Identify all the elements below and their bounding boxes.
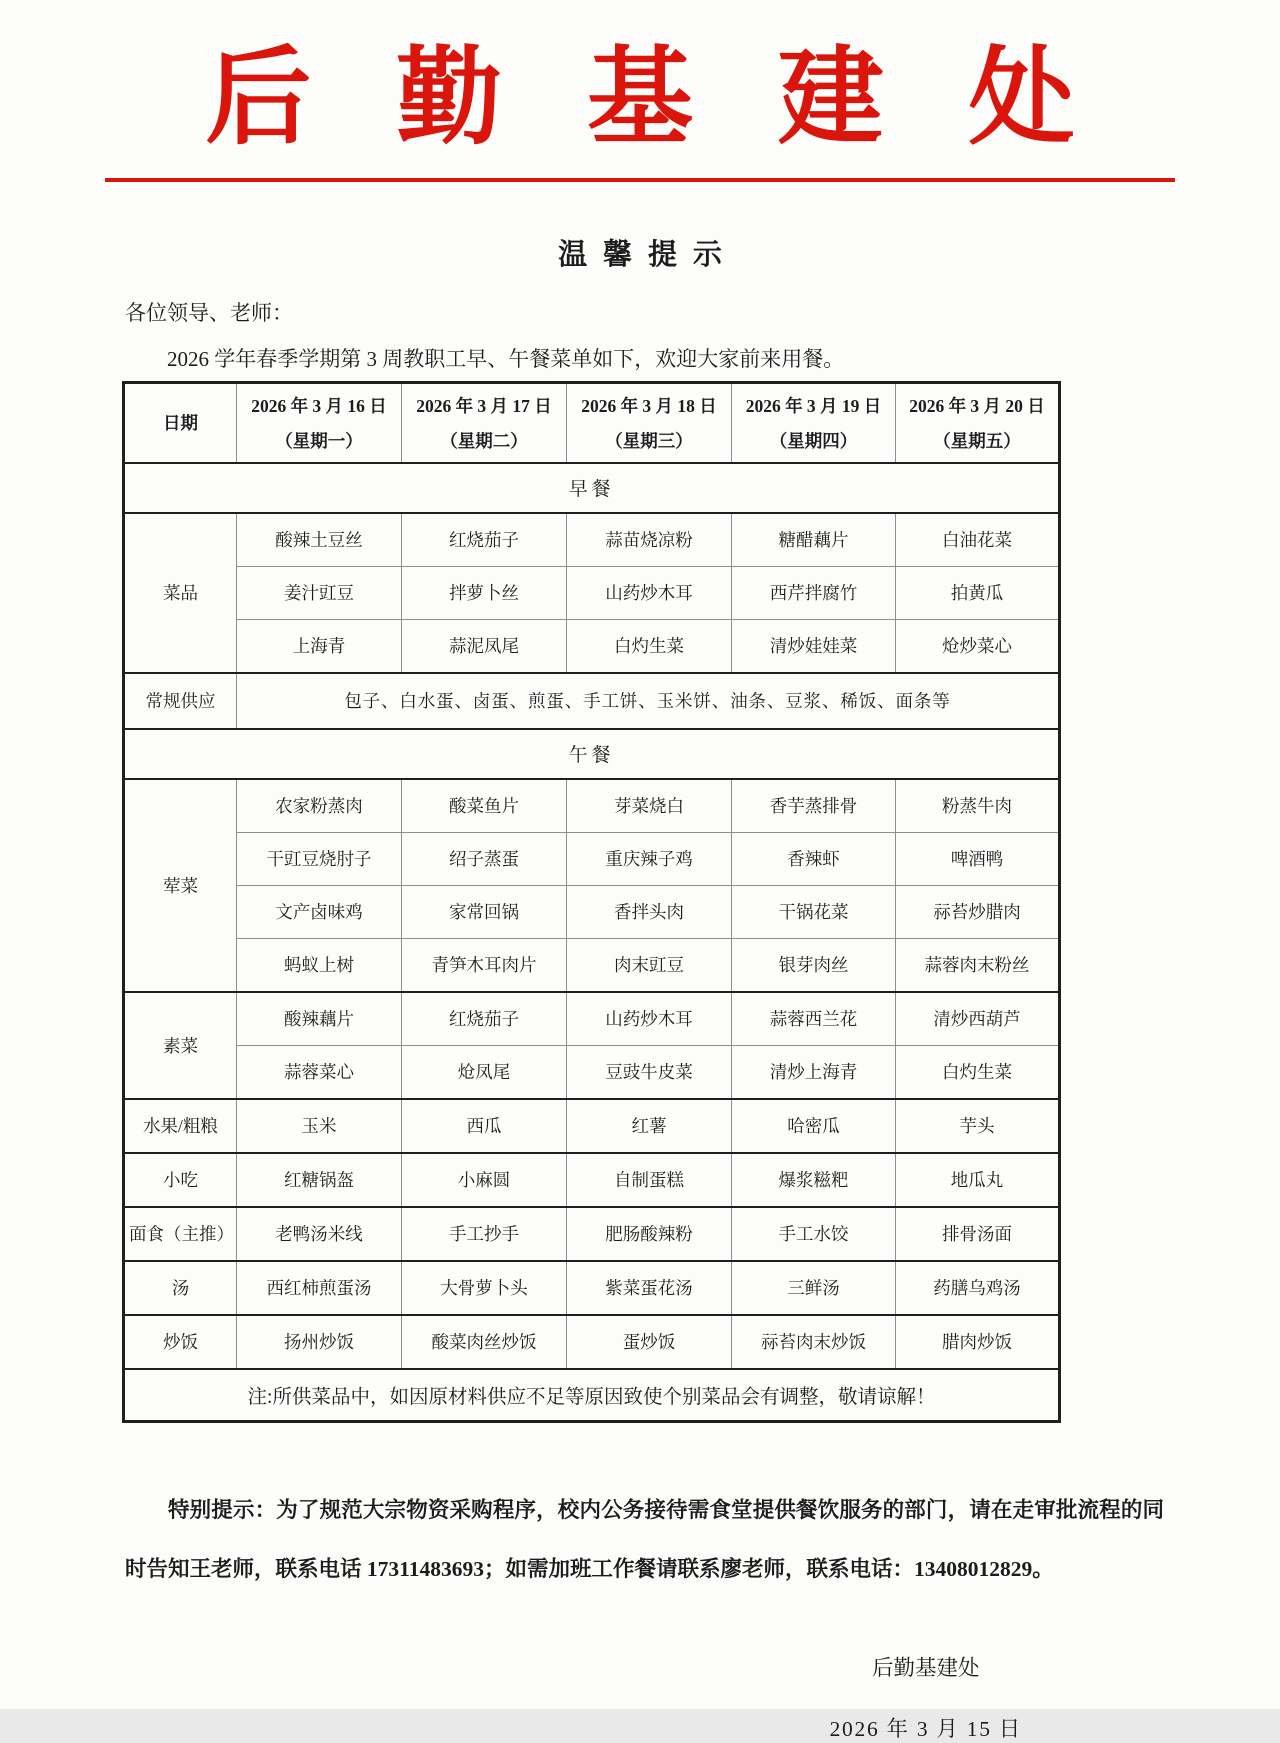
- lunch-row: [124, 885, 1060, 938]
- date-header-cell-3: [567, 382, 732, 463]
- weekday-text: （星期二）: [440, 430, 528, 451]
- dish-cell: 青笋木耳肉片: [402, 938, 567, 992]
- dish-cell: 祘苔肉末炒饭: [732, 1315, 896, 1369]
- dish-cell: 腊肉炒饭: [896, 1315, 1060, 1369]
- category-label: 常规供应: [124, 673, 237, 729]
- dish-cell: 大骨萝卜头: [402, 1261, 567, 1315]
- dish-cell: 农家粉蒸肉: [237, 779, 402, 833]
- dish-cell: 炝凤尾: [402, 1045, 567, 1099]
- dish-cell: 炝炒菜心: [896, 619, 1060, 673]
- dish-cell: 香芋蒸排骨: [732, 779, 896, 833]
- regular-supply-row: [124, 673, 1060, 729]
- dish-cell: 豆豉牛皮菜: [567, 1045, 732, 1099]
- header-divider: [105, 178, 1175, 182]
- department-title: 后勤基建处: [205, 40, 1160, 157]
- dish-cell: 白油花菜: [896, 513, 1060, 567]
- date-text: 2026 年 3 月 17 日: [416, 395, 552, 416]
- date-header-cell-5: [896, 382, 1060, 463]
- breakfast-section-row: [124, 463, 1060, 513]
- dish-cell: 白灼生菜: [567, 619, 732, 673]
- lunch-row: [124, 1099, 1060, 1153]
- note-row: [124, 1369, 1060, 1422]
- section-label: 早餐: [124, 463, 1060, 513]
- dish-cell: 紫菜蛋花汤: [567, 1261, 732, 1315]
- dish-cell: 蒜蓉菜心: [237, 1045, 402, 1099]
- dish-cell: 重庆辣子鸡: [567, 832, 732, 885]
- dish-cell: 哈密瓜: [732, 1099, 896, 1153]
- menu-table: [122, 381, 1061, 1423]
- breakfast-row: [124, 513, 1060, 567]
- dish-cell: 芋头: [896, 1099, 1060, 1153]
- date-header-cell-1: [237, 382, 402, 463]
- dish-cell: 祘苔炒腊肉: [896, 885, 1060, 938]
- dish-cell: 红薯: [567, 1099, 732, 1153]
- note-text: 注:所供菜品中，如因原材料供应不足等原因致使个别菜品会有调整，敬请谅解！: [124, 1369, 1060, 1422]
- dish-cell: 文产卤味鸡: [237, 885, 402, 938]
- dish-cell: 红糖锅盔: [237, 1153, 402, 1207]
- lunch-row: [124, 1261, 1060, 1315]
- dish-cell: 酸菜肉丝炒饭: [402, 1315, 567, 1369]
- dish-cell: 手工抄手: [402, 1207, 567, 1261]
- dish-cell: 酸辣土豆丝: [237, 513, 402, 567]
- dish-cell: 蒜蓉西兰花: [732, 992, 896, 1046]
- dish-cell: 爆浆糍粑: [732, 1153, 896, 1207]
- weekday-text: （星期一）: [275, 430, 363, 451]
- special-tip-text: 特别提示：为了规范大宗物资采购程序，校内公务接待需食堂提供餐饮服务的部门，请在走审批流程的同时告知王老师，联系电话 17311483693；如需加班工作餐请联系廖老师，联系电话：13408012829。: [125, 1497, 1164, 1581]
- date-text: 2026 年 3 月 19 日: [745, 395, 882, 416]
- date-header-cell-2: [402, 382, 567, 463]
- dish-cell: 山药炒木耳: [567, 566, 732, 619]
- dish-cell: 小麻圆: [402, 1153, 567, 1207]
- dish-cell: 老鸭汤米线: [237, 1207, 402, 1261]
- dish-cell: 排骨汤面: [896, 1207, 1060, 1261]
- dish-cell: 酸菜鱼片: [402, 779, 567, 833]
- dish-cell: 家常回锅: [402, 885, 567, 938]
- category-label: 小吃: [124, 1153, 237, 1207]
- weekday-text: （星期五）: [933, 430, 1021, 451]
- dish-cell: 西瓜: [402, 1099, 567, 1153]
- dish-cell: 香辣虾: [732, 832, 896, 885]
- dish-cell: 自制蛋糕: [567, 1153, 732, 1207]
- dish-cell: 蒜苗烧凉粉: [567, 513, 732, 567]
- lunch-row: [124, 1315, 1060, 1369]
- dish-cell: 银芽肉丝: [732, 938, 896, 992]
- dish-cell: 山药炒木耳: [567, 992, 732, 1046]
- dish-cell: 芽菜烧白: [567, 779, 732, 833]
- dish-cell: 上海青: [237, 619, 402, 673]
- date-header-cell-4: [732, 382, 896, 463]
- lunch-row: [124, 779, 1060, 833]
- dish-cell: 姜汁豇豆: [237, 566, 402, 619]
- lunch-section-row: [124, 729, 1060, 779]
- category-label: 菜品: [124, 513, 237, 673]
- dish-cell: 三鲜汤: [732, 1261, 896, 1315]
- dish-cell: 清炒娃娃菜: [732, 619, 896, 673]
- date-header-cell: 日期: [124, 382, 237, 463]
- dish-cell: 红烧茄子: [402, 992, 567, 1046]
- dish-cell: 香拌头肉: [567, 885, 732, 938]
- signature-text: 后勤基建处: [872, 1656, 980, 1681]
- category-label: 水果/粗粮: [124, 1099, 237, 1153]
- category-label: 面食（主推）: [124, 1207, 237, 1261]
- dish-cell: 蒜泥凤尾: [402, 619, 567, 673]
- date-text: 2026 年 3 月 16 日: [251, 395, 387, 416]
- dish-cell: 拌萝卜丝: [402, 566, 567, 619]
- dish-cell: 西芹拌腐竹: [732, 566, 896, 619]
- dish-cell: 肥肠酸辣粉: [567, 1207, 732, 1261]
- dish-cell: 蛋炒饭: [567, 1315, 732, 1369]
- category-label: 炒饭: [124, 1315, 237, 1369]
- closing-block: [830, 1651, 1022, 1743]
- date-text: 2026 年 3 月 15 日: [829, 1717, 1022, 1742]
- dish-cell: 白灼生菜: [896, 1045, 1060, 1099]
- dish-cell: 酸辣藕片: [237, 992, 402, 1046]
- dish-cell: 啤酒鸭: [896, 832, 1060, 885]
- dish-cell: 糖醋藕片: [732, 513, 896, 567]
- weekday-text: （星期三）: [605, 430, 693, 451]
- lunch-row: [124, 1153, 1060, 1207]
- dish-cell: 肉末豇豆: [567, 938, 732, 992]
- dish-cell: 扬州炒饭: [237, 1315, 402, 1369]
- breakfast-row: [124, 619, 1060, 673]
- breakfast-row: [124, 566, 1060, 619]
- category-label: 汤: [124, 1261, 237, 1315]
- lunch-row: [124, 832, 1060, 885]
- date-text: 2026 年 3 月 18 日: [581, 395, 717, 416]
- intro-text: 2026 学年春季学期第 3 周教职工早、午餐菜单如下，欢迎大家前来用餐。: [167, 346, 845, 371]
- dish-cell: 干锅花菜: [732, 885, 896, 938]
- lunch-row: [124, 938, 1060, 992]
- category-label: 荤菜: [124, 779, 237, 992]
- table-header-row: [124, 382, 1060, 463]
- dish-cell: 拍黄瓜: [896, 566, 1060, 619]
- dish-cell: 药膳乌鸡汤: [896, 1261, 1060, 1315]
- dish-cell: 地瓜丸: [896, 1153, 1060, 1207]
- dish-cell: 手工水饺: [732, 1207, 896, 1261]
- dish-cell: 清炒上海青: [732, 1045, 896, 1099]
- dish-cell: 粉蒸牛肉: [896, 779, 1060, 833]
- dish-cell: 绍子蒸蛋: [402, 832, 567, 885]
- lunch-row: [124, 1045, 1060, 1099]
- dish-cell: 红烧茄子: [402, 513, 567, 567]
- menu-table-body: [124, 382, 1060, 1421]
- date-text: 2026 年 3 月 20 日: [909, 395, 1045, 416]
- lunch-row: [124, 992, 1060, 1046]
- notice-title: 温馨提示: [558, 238, 738, 271]
- dish-cell: 玉米: [237, 1099, 402, 1153]
- dish-cell: 西红柿煎蛋汤: [237, 1261, 402, 1315]
- weekday-text: （星期四）: [769, 430, 858, 451]
- category-label: 素菜: [124, 992, 237, 1099]
- section-label: 午餐: [124, 729, 1060, 779]
- masthead: [0, 0, 1280, 182]
- lunch-row: [124, 1207, 1060, 1261]
- greeting-text: 各位领导、老师：: [125, 300, 293, 325]
- dish-cell: 蒜蓉肉末粉丝: [896, 938, 1060, 992]
- dish-cell: 干豇豆烧肘子: [237, 832, 402, 885]
- dish-cell: 蚂蚁上树: [237, 938, 402, 992]
- dish-cell: 清炒西葫芦: [896, 992, 1060, 1046]
- regular-supply-text: 包子、白水蛋、卤蛋、煎蛋、手工饼、玉米饼、油条、豆浆、稀饭、面条等: [237, 673, 1060, 729]
